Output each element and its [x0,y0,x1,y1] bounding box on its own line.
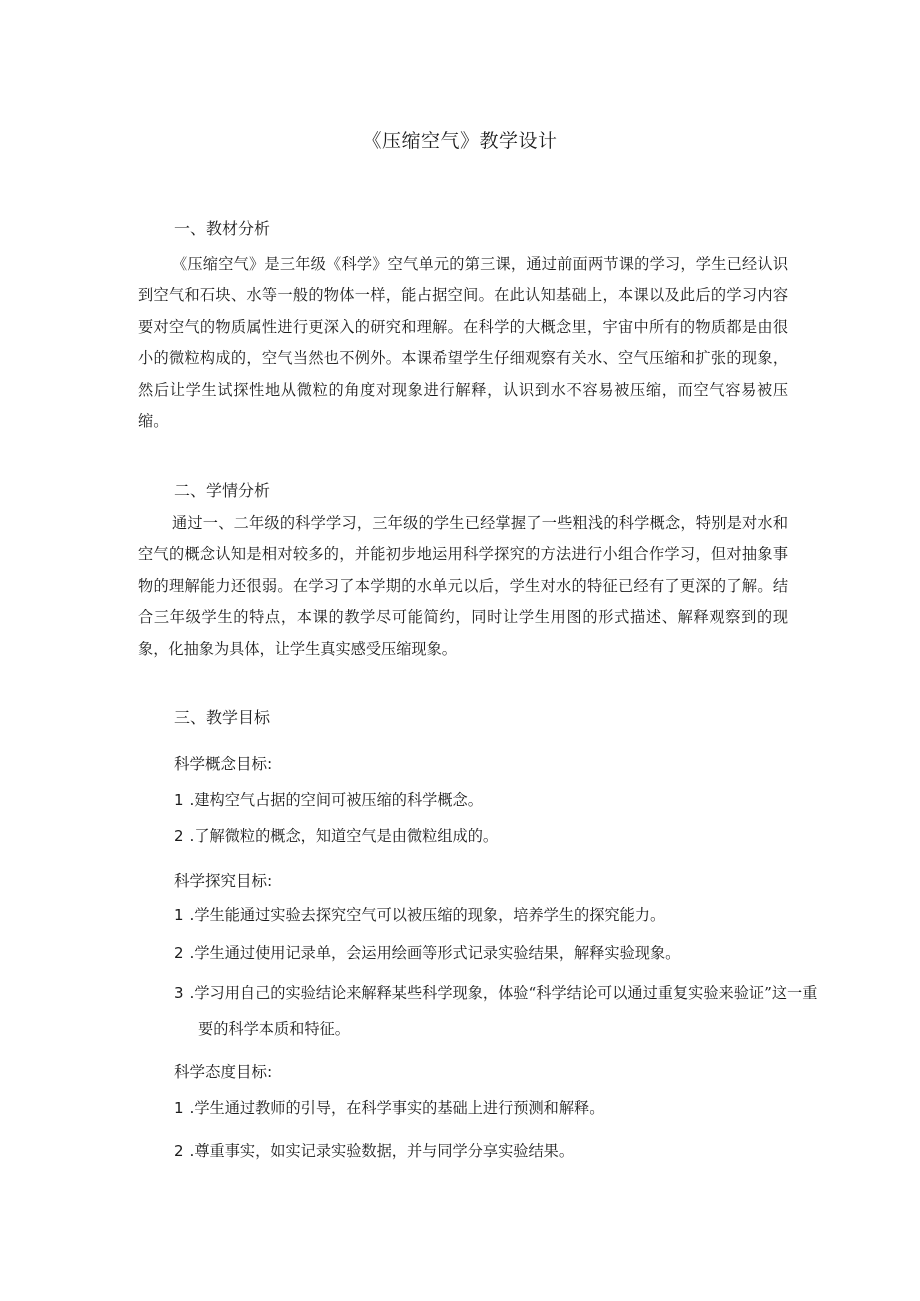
goal-item-number: 3 [174,984,184,1002]
goal-item-number: 2 [174,827,184,845]
goal-item-number: 1 [174,791,184,809]
goal-item-number: 1 [174,1099,184,1117]
goal-subheading-concept: 科学概念目标: [174,755,273,773]
goal-item [174,975,818,1047]
goal-item [174,898,794,932]
section-heading-teaching-goals: 三、教学目标 [174,708,271,727]
goal-item-text: .建构空气占据的空间可被压缩的科学概念。 [189,791,483,809]
goal-item-text: .学生通过教师的引导，在科学事实的基础上进行预测和解释。 [189,1099,605,1117]
section-heading-material-analysis: 一、教材分析 [174,219,271,238]
goal-item [174,819,794,853]
goal-item-text: .尊重事实，如实记录实验数据，并与同学分享实验结果。 [189,1142,575,1160]
goal-item [174,1091,794,1125]
goal-item-text: .学习用自己的实验结论来解释某些科学现象，体验“科学结论可以通过重复实验来验证”这一重要的科学本质和特征。 [189,984,818,1038]
goal-item-text: .了解微粒的概念，知道空气是由微粒组成的。 [189,827,499,845]
goal-item-number: 1 [174,906,184,924]
goal-item [174,936,794,970]
goal-item-text: .学生通过使用记录单，会运用绘画等形式记录实验结果，解释实验现象。 [189,944,681,962]
goal-item [174,783,794,817]
section-paragraph-material-analysis: 《压缩空气》是三年级《科学》空气单元的第三课，通过前面两节课的学习，学生已经认识到空气和石块、水等一般的物体一样，能占据空间。在此认知基础上，本课以及此后的学习内容要对空气的物质属性进行更深入的研究和理解。在科学的大概念里，宇宙中所有的物质都是由很小的微粒构成的，空气当然也不例外。本课希望学生仔细观察有关水、空气压缩和扩张的现象，然后让学生试探性地从微粒的角度对现象进行解释，认识到水不容易被压缩，而空气容易被压缩。 [138,255,788,431]
goal-item [174,1134,794,1168]
section-heading-student-analysis: 二、学情分析 [174,481,271,500]
goal-subheading-inquiry: 科学探究目标: [174,872,273,890]
goal-subheading-attitude: 科学态度目标: [174,1063,273,1081]
goal-item-number: 2 [174,1142,184,1160]
section-paragraph-student-analysis: 通过一、二年级的科学学习，三年级的学生已经掌握了一些粗浅的科学概念，特别是对水和空气的概念认知是相对较多的，并能初步地运用科学探究的方法进行小组合作学习，但对抽象事物的理解能力还很弱。在学习了本学期的水单元以后，学生对水的特征已经有了更深的了解。结合三年级学生的特点，本课的教学尽可能简约，同时让学生用图的形式描述、解释观察到的现象，化抽象为具体，让学生真实感受压缩现象。 [138,514,788,658]
goal-item-text: .学生能通过实验去探究空气可以被压缩的现象，培养学生的探究能力。 [189,906,666,924]
document-title: 《压缩空气》教学设计 [362,130,558,152]
goal-item-number: 2 [174,944,184,962]
